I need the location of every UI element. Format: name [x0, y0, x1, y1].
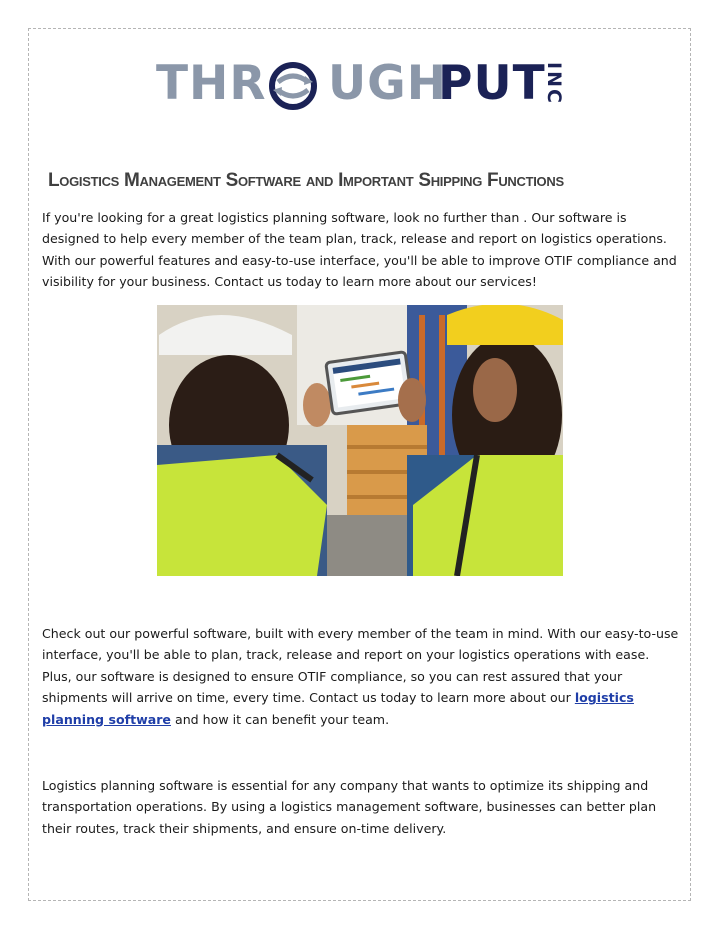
- intro-paragraph: If you're looking for a great logistics planning software, look no further than . Our software is designed to help every member of the team plan, track, release and report on logistics operations. With our powerful features and easy-to-use interface, you'll be able to improve OTIF compliance and visibility for your business. Contact us today to learn more about our services!: [42, 210, 677, 290]
- throughput-logo: [156, 56, 576, 116]
- software-paragraph: [42, 623, 682, 730]
- software-paragraph-text: Check out our powerful software, built with every member of the team in mind. With our easy-to-use interface, you'll be able to plan, track, release and report on your logistics operations with ease. Plus, our software is designed to ensure OTIF compliance, so you can rest assured that your shipments will arrive on time, every time. Contact us today to learn more about our: [42, 626, 679, 706]
- logo-text-ugh: UGH: [328, 56, 448, 111]
- logistics-planning-software-link[interactable]: logistics planning software: [42, 690, 634, 727]
- logo-text-put: PUT: [438, 56, 546, 111]
- logo-inc: INC: [543, 62, 565, 105]
- logo-text-thr: THR: [156, 56, 267, 111]
- closing-paragraph: Logistics planning software is essential for any company that wants to optimize its shipping and transportation operations. By using a logistics management software, businesses can better plan their routes, track their shipments, and ensure on-time delivery.: [42, 778, 657, 836]
- page-title: Logistics Management Software and Important Shipping Functions: [48, 170, 564, 191]
- warehouse-photo: [157, 305, 563, 576]
- warehouse-workers-tablet-photo-icon: [157, 305, 563, 576]
- software-paragraph-tail: and how it can benefit your team.: [170, 711, 390, 727]
- logo-globe-icon: [269, 62, 317, 110]
